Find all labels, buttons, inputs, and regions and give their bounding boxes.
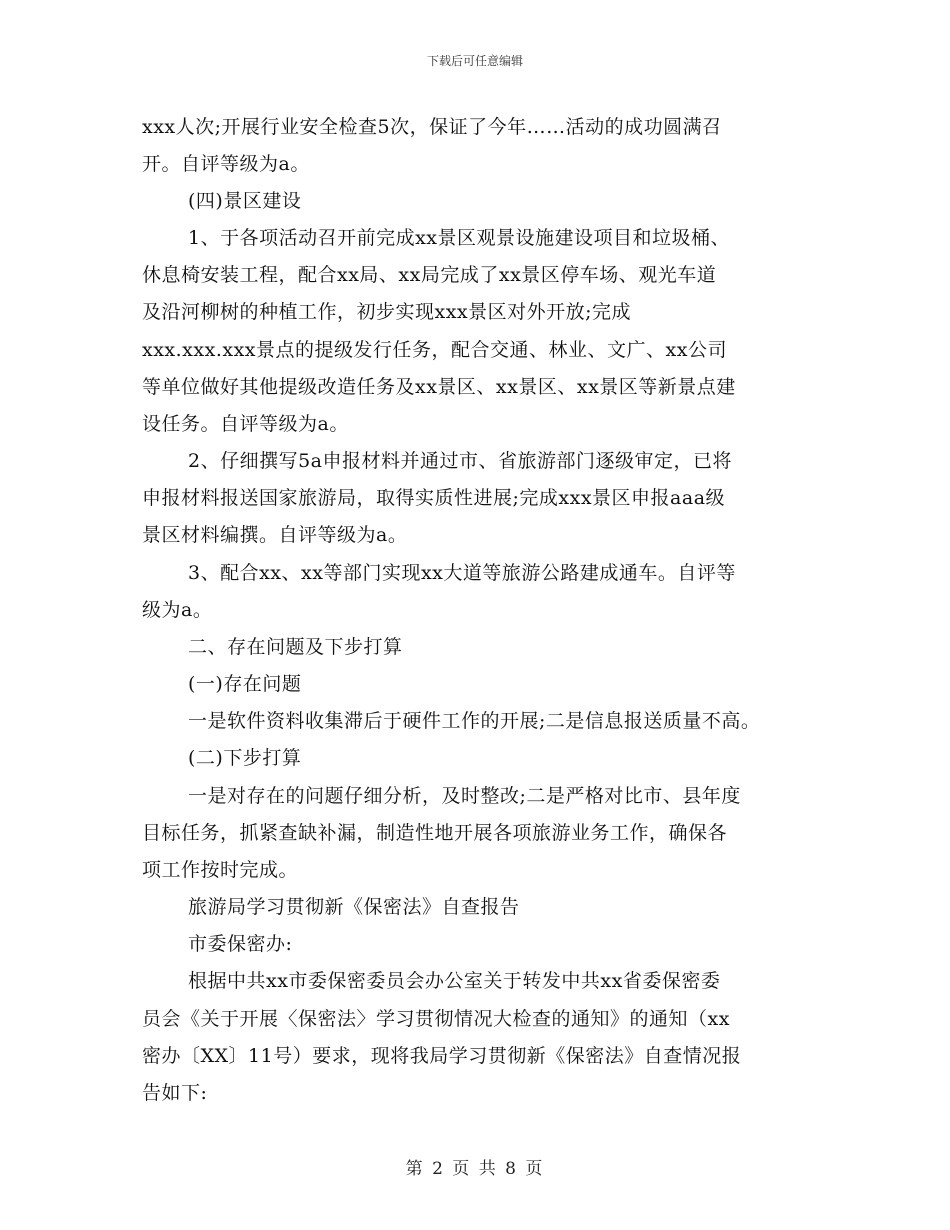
- text-line: xxx人次;开展行业安全检查5次，保证了今年……活动的成功圆满召: [142, 116, 722, 138]
- text-line: 设任务。自评等级为a。: [142, 413, 349, 435]
- text-line: 等单位做好其他提级改造任务及xx景区、xx景区、xx景区等新景点建: [142, 376, 736, 398]
- text-line: 景区材料编撰。自评等级为a。: [142, 524, 408, 546]
- addressee: 市委保密办:: [188, 933, 293, 955]
- text-line: 3、配合xx、xx等部门实现xx大道等旅游公路建成通车。自评等: [188, 562, 736, 584]
- subsection-heading: (二)下步打算: [188, 747, 302, 769]
- text-line: 密办〔XX〕11号）要求，现将我局学习贯彻新《保密法》自查情况报: [142, 1045, 742, 1067]
- text-line: 1、于各项活动召开前完成xx景区观景设施建设项目和垃圾桶、: [188, 227, 731, 249]
- text-line: 员会《关于开展〈保密法〉学习贯彻情况大检查的通知》的通知（xx: [142, 1008, 730, 1030]
- text-line: 及沿河柳树的种植工作，初步实现xxx景区对外开放;完成: [142, 301, 632, 323]
- text-line: xxx.xxx.xxx景点的提级发行任务，配合交通、林业、文广、xx公司: [142, 339, 727, 361]
- text-line: 一是软件资料收集滞后于硬件工作的开展;二是信息报送质量不高。: [188, 710, 761, 732]
- text-line: 目标任务，抓紧查缺补漏，制造性地开展各项旅游业务工作，确保各: [142, 822, 728, 844]
- text-line: 告如下:: [142, 1082, 208, 1104]
- text-line: 休息椅安装工程，配合xx局、xx局完成了xx景区停车场、观光车道: [142, 264, 717, 286]
- section-heading: (四)景区建设: [188, 190, 302, 212]
- text-line: 开。自评等级为a。: [142, 153, 310, 175]
- page-header: 下载后可任意编辑: [426, 54, 523, 68]
- subsection-heading: (一)存在问题: [188, 673, 302, 695]
- text-line: 申报材料报送国家旅游局，取得实质性进展;完成xxx景区申报aaa级: [142, 487, 726, 509]
- text-line: 2、仔细撰写5a申报材料并通过市、省旅游部门逐级审定，已将: [188, 450, 733, 472]
- text-line: 一是对存在的问题仔细分析，及时整改;二是严格对比市、县年度: [188, 785, 741, 807]
- section-heading: 二、存在问题及下步打算: [188, 636, 403, 658]
- text-line: 项工作按时完成。: [142, 859, 299, 881]
- text-line: 级为a。: [142, 599, 213, 621]
- text-line: 根据中共xx市委保密委员会办公室关于转发中共xx省委保密委: [188, 970, 721, 992]
- report-title: 旅游局学习贯彻新《保密法》自查报告: [188, 896, 520, 918]
- page-footer: 第 2 页 共 8 页: [405, 1159, 545, 1179]
